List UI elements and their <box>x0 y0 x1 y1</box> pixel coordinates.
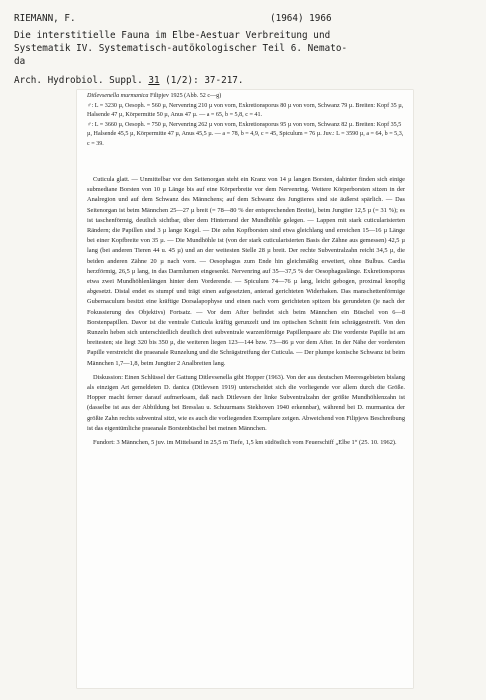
discussion-paragraph: Diskussion: Einen Schlüssel der Gattung Ditlevsenella gibt Hopper (1963). Von der aus deutschen Meeresgebieten bislang als einzigen Art gemeldeten D. danica (Ditlevsen 1919) unterscheidet sich die vorliegende vor allem durch die Größe. Hopper macht ferner darauf aufmerksam, daß nach Ditlevsen der linke Subventralzahn der größte Mundhöhlenzahn ist (dasselbe ist aus der Abbildung bei Bresslau u. Schuurmans Stekhoven 1940 erkennbar), während bei D. murmanica der größte Zahn rechts subventral sitzt, wie es auch die vorliegenden Exemplare zeigen. Abweichend von Filipjevs Beschreibung ist das eigentümliche praeanale Borstenbüschel bei meinen Männchen. <box>87 373 405 432</box>
locality-paragraph: Fundort: 3 Männchen, 5 juv. im Mittelsand in 25,5 m Tiefe, 1,5 km südöstlich vom Feuerschiff „Elbe 1“ (25. 10. 1962). <box>93 439 397 447</box>
female-measurements: ♂: L = 3660 µ, Oesoph. = 750 µ, Nervenring 262 µ von vorn, Exkretionsporus 95 µ von vorn, Schwanz 82 µ. Breiten: Kopf 35,5 µ, Halsende 45,5 µ, Körpermitte 47 µ, Anus 45,5 µ. — a = 78, b = 4,9, c = 45, Spiculum = 76 µ. Juv.: L = 3590 µ, a = 64, b = 5,3, c = 39. <box>87 121 404 147</box>
pasted-article-excerpt <box>77 90 413 688</box>
source-volume: 31 <box>148 75 160 86</box>
source-citation <box>14 75 244 86</box>
male-measurements: ♂: L = 3230 µ, Oesoph. = 560 µ, Nervenring 210 µ von vorn, Exkretionsporus 80 µ von vorn, Schwanz 79 µ. Breiten: Kopf 35 µ, Halsende 47 µ, Körpermitte 50 µ, Anus 47 µ. — a = 65, b = 5,8, c = 41. <box>87 102 404 119</box>
title-line-2: Systematik IV. Systematisch-autökologischer Teil 6. Nemato- <box>14 43 348 54</box>
source-suffix: (1/2): 37-217. <box>159 75 244 86</box>
source-prefix: Arch. Hydrobiol. Suppl. <box>14 75 149 86</box>
description-paragraph: Cuticula glatt. — Unmittelbar vor den Seitenorgan steht ein Kranz von 14 µ langen Borsten, dahinter finden sich einige submediane Borsten von 10 µ Länge bis auf eine Körperbreite vor dem Nervenring. Weitere Körperborsten sitzen in der Analregion und auf dem Schwanz des Männchens; auf dem Schwanz des Jungtieres sind sie äußerst spärlich. — Das Seitenorgan ist beim Männchen 25—27 µ breit (= 78—80 % der entsprechenden Breite), beim Jungtier 12,5 µ (= 31 %); es ist taschenförmig, deutlich sichtbar, über dem Hinterrand der Mundhöhle gelegen. — Lappen mit stark cuticularisierten Rändern; die Papillen sind 3 µ lange Kegel. — Die zehn Kopfborsten sind etwa gleichlang und erreichen 15—16 µ Länge bei einer Kopfbreite von 35 µ. — Die Mundhöhle ist (von der stark cuticularisierten Basis der Zähne aus gemessen) 42,5 µ lang (bei anderen Tieren 44 u. 45 µ) und an der weitesten Stelle 28 µ breit. Der rechte Subventralzahn reicht 34,5 µ, die beiden anderen Zähne 20 µ nach vorn. — Oesophagus zum Ende hin gleichmäßig erweitert, ohne Bulbus. Cardia herzförmig, 26,5 µ lang, in das Darmlumen eingesenkt. Nervenring auf 35—37,5 % der Oesophaguslänge. Exkretionsporus etwa zwei Mundhöhlenlängen hinter dem Vorderende. — Spiculum 74—76 µ lang, leicht gebogen, proximal knopfig abgesetzt. Distal endet es stumpf und trägt einen aufgesetzten, anterad gerichteten Widerhaken. Das manschettenförmige Gubernaculum besitzt eine kräftige Dorsalapophyse und einen nach vorn gerichteten spitzen bis gerundeten (je nach der Fokussierung des Objektivs) Fortsatz. — Vor dem After befindet sich beim Männchen ein Büschel von 6—8 Borstenpapillen. Davor ist die ventrale Cuticula kräftig gerunzelt und im optischen Schnitt fein schräggestreift. Von den Runzeln heben sich unterschiedlich deutlich drei subventrale warzenförmige Papillenpaare ab: Die vorderste Papille ist am breitesten; sie liegt 320 bis 350 µ, die weiteren liegen 123—144 bzw. 73—86 µ vor dem After. In der Nähe der vordersten Papille verstreicht die praeanale Runzelung und die Schrägstreifung der Cuticula. — Der plumpe konische Schwanz ist beim Männchen 1,7—1,8, beim Jungtier 2 Analbreiten lang. <box>87 176 405 367</box>
species-heading <box>87 92 407 102</box>
author-name: RIEMANN, F. <box>14 13 76 24</box>
species-header <box>87 92 407 150</box>
species-name: Ditlevsenella murmanica <box>87 93 149 99</box>
publication-year: (1964) 1966 <box>270 13 332 24</box>
title-line-1: Die interstitielle Fauna im Elbe-Aestuar Verbreitung und <box>14 30 331 41</box>
title-line-3: da <box>14 56 26 67</box>
article-body <box>87 175 405 448</box>
species-authority: Filipjev 1925 (Abb. 52 c—g) <box>148 93 222 99</box>
